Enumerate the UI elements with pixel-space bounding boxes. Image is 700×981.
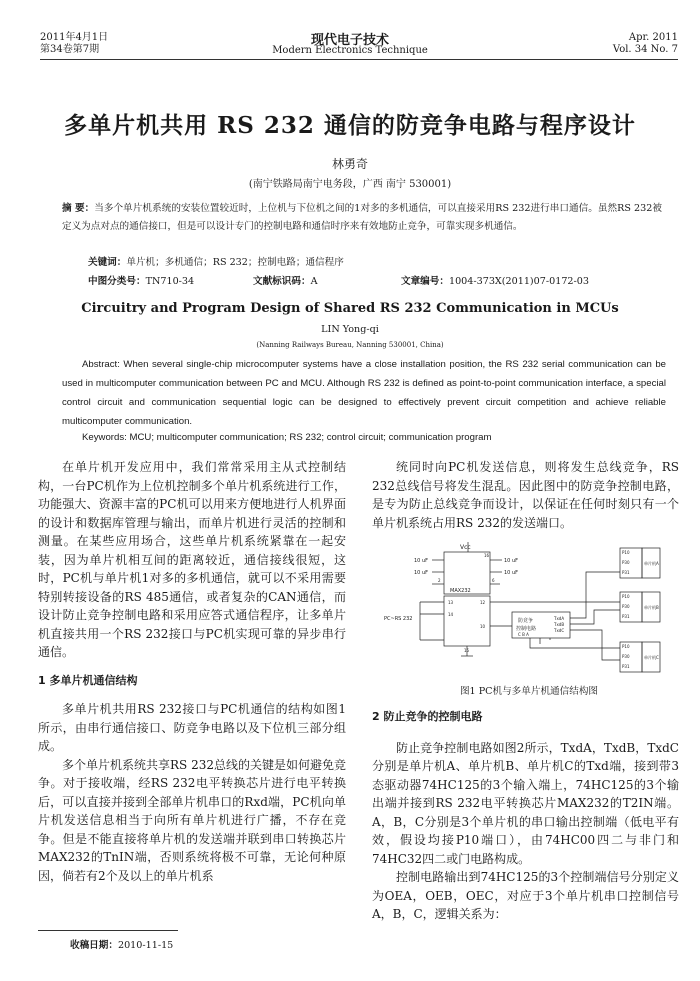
header-date-en: Apr. 2011 — [628, 32, 678, 43]
right-column-bottom — [372, 708, 679, 924]
classification-row — [88, 273, 589, 287]
cap-label-4: 10 uF — [504, 570, 518, 576]
article-no-value: 1004-373X(2011)07-0172-03 — [448, 276, 589, 287]
affiliation-cn: (南宁铁路局南宁电务段，广西 南宁 530001) — [248, 179, 452, 190]
keywords-en-label: Keywords: — [82, 432, 127, 443]
abstract-cn — [62, 200, 662, 236]
abstract-en-text: When several single-chip microcomputer systems have a close installation position, the RS 232 serial communication can be used in multicomputer communication between PC and MCU. Although RS 232 is defined as point-to-point communication interface, a special control circuit and communication sequential logic can be designed to effectively prevent circuit competition and achieve reliable multicomputer communication. — [62, 359, 666, 427]
section-1-paragraph-1: 多单片机共用RS 232接口与PC机通信的结构如图1所示，由串行通信接口、防竞争电路以及下位机三部分组成。 — [38, 702, 346, 753]
received-date-label: 收稿日期： — [70, 940, 118, 951]
header-rule — [40, 59, 678, 60]
clc-label: 中图分类号： — [88, 276, 146, 287]
doc-code-label: 文献标识码： — [253, 276, 311, 287]
intro-paragraph: 在单片机开发应用中，我们常常采用主从式控制结构，一台PC机作为上位机控制多个单片机系统进行工作，功能强大、资源丰富的PC机可以用来方便地进行人机界面的设计和数据库管理与输出，而单片机进行灵活的控制和测量。在某些应用场合，这些单片机系统紧靠在一起安装，因为单片机相互间的距离较近，通信接线很短，这时，PC机与单片机1对多的多机通信，就可以不采用需要特别转接设备的RS 485通信，或者复杂的CAN通信，而设计防止竞争控制电路和采用应答式通信程序，让多单片机直接共用一个RS 232接口与PC机实现可靠的异步串行通信。 — [38, 460, 346, 659]
cap-label-3: 10 uF — [504, 558, 518, 564]
abstract-cn-label: 摘 要： — [62, 203, 95, 214]
keywords-cn-text: 单片机；多机通信；RS 232；控制电路；通信程序 — [126, 257, 344, 268]
header-volume: 第34卷第7期 — [40, 44, 100, 55]
mcu-b-p30: P30 — [622, 604, 630, 609]
txd-b-label: TxdB — [554, 622, 565, 627]
abstract-en-label: Abstract: — [82, 359, 120, 370]
right-column-top — [372, 458, 679, 532]
pc-rs232-label: PC~RS 232 — [384, 616, 413, 622]
received-date — [70, 937, 173, 951]
journal-title-cn: 现代电子技术 — [310, 33, 389, 48]
right-paragraph-1: 统同时向PC机发送信息，则将发生总线竞争，RS 232总线信号将发生混乱。因此图中的防竞争控制电路，是专为防止总线竞争而设计，以保证在任何时刻只有一个单片机系统占用RS 232的发送端口。 — [372, 460, 679, 530]
pin-2-label: 2 — [438, 578, 441, 583]
mcu-c-p31: P31 — [622, 664, 630, 669]
mcu-b-p10: P10 — [622, 594, 630, 599]
section-2-heading: 2 防止竞争的控制电路 — [372, 710, 483, 723]
mcu-a-p10: P10 — [622, 550, 630, 555]
author-cn: 林勇奇 — [331, 157, 368, 171]
pin-6-label: 6 — [492, 578, 495, 583]
author-en: LIN Yong-qi — [321, 324, 379, 335]
doc-code-value: A — [310, 276, 318, 287]
keywords-cn-label: 关键词： — [88, 257, 127, 268]
article-no-label: 文章编号： — [401, 276, 449, 287]
control-label-2: 控制电路 — [516, 626, 537, 632]
mcu-a-p30: P30 — [622, 560, 630, 565]
journal-title-en: Modern Electronics Technique — [272, 45, 428, 56]
mcu-b-label: 单片机B — [644, 605, 659, 610]
section-2-paragraph-1: 防止竞争控制电路如图2所示，TxdA，TxdB，TxdC分别是单片机A、单片机B、单片机C的Txd端，接到带3态驱动器74HC125的3个输入端上，74HC125的3个输出端并接到RS 232电平转换芯片MAX232的T2IN端。A，B，C分别是3个单片机的串口输出控制端（低电平有效，假设均接P10端口），由74HC00四二与非门和74HC32四二或门电路构成。 — [372, 740, 679, 866]
section-2-paragraph-2: 控制电路输出到74HC125的3个控制端信号分别定义为OEA，OEB，OEC，对应于3个单片机串口控制信号A，B，C，逻辑关系为： — [372, 870, 679, 921]
pin-14-label: 14 — [448, 612, 454, 617]
abc-label: C B A — [518, 632, 529, 637]
txd-a-label: TxdA — [554, 616, 565, 621]
pin-13-label: 13 — [448, 600, 454, 605]
pin-15-label: 15 — [464, 648, 470, 653]
mcu-c-p10: P10 — [622, 644, 630, 649]
header-date: 2011年4月1日 — [40, 32, 109, 43]
pin-12-label: 12 — [480, 600, 486, 605]
keywords-en-text: MCU; multicomputer communication; RS 232; control circuit; communication program — [129, 432, 492, 443]
left-column — [38, 458, 346, 885]
abstract-cn-text: 当多个单片机系统的安装位置较近时，上位机与下位机之间的1对多的多机通信，可以直接采用RS 232进行串口通信。虽然RS 232被定义为点对点的通信接口，但是可以设计专门的控制电路和通信时序来有效地防止竞争，可靠实现多机通信。 — [62, 203, 663, 232]
paper-title-en: Circuitry and Program Design of Shared RS 232 Communication in MCUs — [81, 301, 619, 316]
header-volume-en: Vol. 34 No. 7 — [612, 44, 678, 55]
cap-label-1: 10 uF — [414, 558, 428, 564]
footnote-rule — [38, 930, 178, 931]
abstract-en — [62, 355, 666, 431]
mcu-c-label: 单片机C — [644, 655, 659, 660]
affiliation-en: (Nanning Railways Bureau, Nanning 530001, China) — [256, 341, 444, 349]
mcu-a-label: 单片机A — [644, 561, 659, 566]
mcu-c-p30: P30 — [622, 654, 630, 659]
clc-value: TN710-34 — [145, 276, 195, 287]
vcc-label: Vcc — [460, 544, 471, 551]
keywords-cn — [88, 254, 662, 272]
cap-label-2: 10 uF — [414, 570, 428, 576]
received-date-value: 2010-11-15 — [117, 940, 174, 951]
figure-1-diagram — [380, 540, 678, 678]
pin-10-label: 10 — [480, 624, 486, 629]
pin-16-label: 16 — [484, 553, 490, 558]
paper-title-cn: 多单片机共用 RS 232 通信的防竞争电路与程序设计 — [64, 112, 636, 139]
txd-c-label: TxdC — [554, 628, 565, 633]
section-1-paragraph-2: 多个单片机系统共享RS 232总线的关键是如何避免竞争。对于接收端，经RS 232电平转换芯片进行电平转换后，可以直接并接到全部单片机串口的Rxd端，PC机向单片机发送信息相当于向所有单片机进行广播，不存在竞争。但是不能直接将单片机的发送端并联到串口转换芯片MAX232的TnIN端，否则系统将极不可靠，无论何种原因，倘若有2个及以上的单片机系 — [38, 757, 346, 883]
mcu-a-p31: P31 — [622, 570, 630, 575]
section-1-heading: 1 多单片机通信结构 — [38, 673, 138, 687]
mcu-b-p31: P31 — [622, 614, 630, 619]
figure-1-caption: 图1 PC机与多单片机通信结构图 — [459, 686, 599, 697]
control-label-1: 防竞争 — [518, 618, 534, 624]
keywords-en — [82, 432, 666, 443]
max232-label: MAX232 — [450, 588, 471, 594]
